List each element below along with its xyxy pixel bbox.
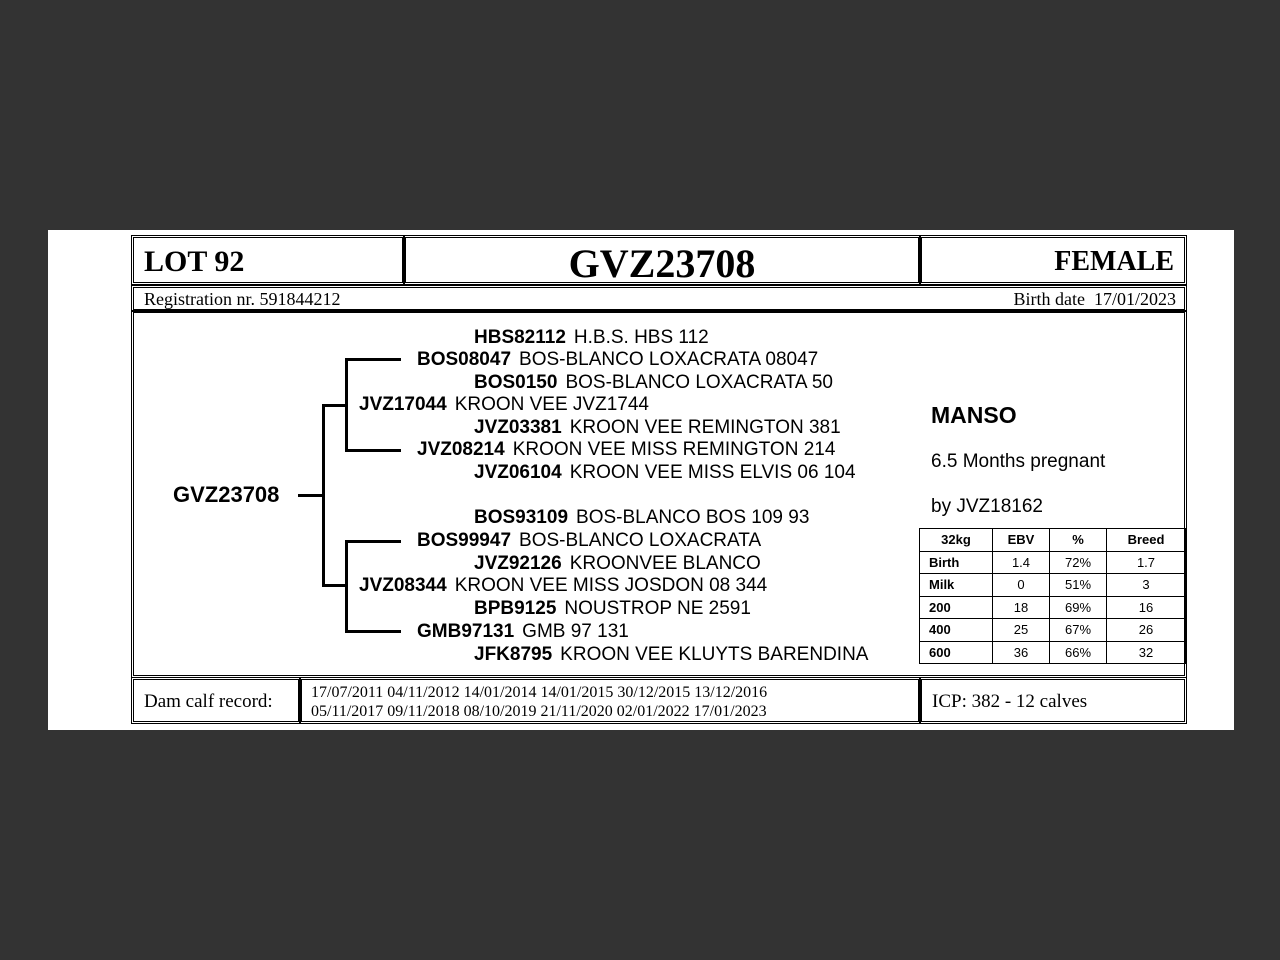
pedigree-dam: JVZ08344 KROON VEE MISS JOSDON 08 344 xyxy=(359,575,768,596)
pregnancy-status: 6.5 Months pregnant xyxy=(931,451,1106,472)
pedigree-dam-sire: BOS99947 BOS-BLANCO LOXACRATA xyxy=(417,530,762,551)
registration-value: 591844212 xyxy=(259,289,341,309)
ebv-header-cell: Breed xyxy=(1107,529,1186,552)
ebv-row-label: 200 xyxy=(920,596,993,619)
ebv-cell: 0 xyxy=(993,574,1050,597)
animal-id-box xyxy=(403,235,921,285)
calf-record-label-box xyxy=(131,677,301,724)
ebv-header-cell: 32kg xyxy=(920,529,993,552)
pedigree-animal: GVZ23708 xyxy=(173,482,280,507)
ebv-row-label: Birth xyxy=(920,551,993,574)
registration-number xyxy=(144,289,341,310)
pedigree-line xyxy=(345,540,348,633)
ebv-cell: 18 xyxy=(993,596,1050,619)
table-row xyxy=(920,641,1186,664)
ebv-cell: 72% xyxy=(1050,551,1107,574)
pedigree-sire-sire-dam: BOS0150 BOS-BLANCO LOXACRATA 50 xyxy=(474,372,833,393)
pedigree-line xyxy=(345,358,348,452)
animal-id: GVZ23708 xyxy=(568,241,756,286)
pedigree-sire: JVZ17044 KROON VEE JVZ1744 xyxy=(359,394,649,415)
ebv-cell: 16 xyxy=(1107,596,1186,619)
table-row xyxy=(920,619,1186,642)
ebv-cell: 36 xyxy=(993,641,1050,664)
pedigree-sire-dam-sire: JVZ03381 KROON VEE REMINGTON 381 xyxy=(474,417,841,438)
pedigree-sire-sire-sire: HBS82112 H.B.S. HBS 112 xyxy=(474,327,709,348)
calf-record-label: Dam calf record: xyxy=(144,691,273,712)
ebv-row-label: Milk xyxy=(920,574,993,597)
registration-label: Registration nr. xyxy=(144,289,255,309)
birth-date xyxy=(1014,289,1177,310)
calf-record-line-2: 05/11/2017 09/11/2018 08/10/2019 21/11/2020 02/01/2022 17/01/2023 xyxy=(311,703,767,720)
pedigree-line xyxy=(345,449,401,452)
pedigree-dam-dam-sire: BPB9125 NOUSTROP NE 2591 xyxy=(474,598,751,619)
pedigree-dam-sire-sire: BOS93109 BOS-BLANCO BOS 109 93 xyxy=(474,507,810,528)
pedigree-line xyxy=(322,404,325,587)
ebv-cell: 69% xyxy=(1050,596,1107,619)
ebv-row-label: 600 xyxy=(920,641,993,664)
pedigree-line xyxy=(298,494,322,497)
pedigree-line xyxy=(345,630,401,633)
birth-date-value: 17/01/2023 xyxy=(1093,289,1176,309)
calf-record-line-1: 17/07/2011 04/11/2012 14/01/2014 14/01/2015 30/12/2015 13/12/2016 xyxy=(311,684,768,701)
ebv-cell: 25 xyxy=(993,619,1050,642)
table-row xyxy=(920,551,1186,574)
registration-row xyxy=(131,285,1187,312)
breed-name: MANSO xyxy=(931,402,1017,428)
table-row xyxy=(920,574,1186,597)
lot-number: LOT 92 xyxy=(144,245,245,278)
pedigree-line xyxy=(345,540,401,543)
pregnant-by: by JVZ18162 xyxy=(931,496,1043,517)
pedigree-sire-dam: JVZ08214 KROON VEE MISS REMINGTON 214 xyxy=(417,439,836,460)
lot-card xyxy=(48,230,1234,730)
pedigree-dam-dam-dam: JFK8795 KROON VEE KLUYTS BARENDINA xyxy=(474,644,869,665)
ebv-header-cell: EBV xyxy=(993,529,1050,552)
ebv-table xyxy=(919,528,1186,664)
pedigree-sire-dam-dam: JVZ06104 KROON VEE MISS ELVIS 06 104 xyxy=(474,462,856,483)
ebv-cell: 1.4 xyxy=(993,551,1050,574)
pedigree-line xyxy=(345,358,401,361)
ebv-cell: 66% xyxy=(1050,641,1107,664)
pedigree-dam-dam: GMB97131 GMB 97 131 xyxy=(417,621,629,642)
ebv-cell: 67% xyxy=(1050,619,1107,642)
icp-box xyxy=(919,677,1187,724)
pedigree-line xyxy=(322,584,346,587)
sex-box xyxy=(919,235,1187,285)
calf-record-dates-box xyxy=(299,677,921,724)
lot-box xyxy=(131,235,405,285)
ebv-cell: 1.7 xyxy=(1107,551,1186,574)
ebv-cell: 26 xyxy=(1107,619,1186,642)
sex: FEMALE xyxy=(1054,246,1174,277)
ebv-header-cell: % xyxy=(1050,529,1107,552)
pedigree-line xyxy=(322,404,346,407)
pedigree-sire-sire: BOS08047 BOS-BLANCO LOXACRATA 08047 xyxy=(417,349,819,370)
ebv-cell: 51% xyxy=(1050,574,1107,597)
icp-summary: ICP: 382 - 12 calves xyxy=(932,691,1088,712)
table-row xyxy=(920,596,1186,619)
ebv-cell: 3 xyxy=(1107,574,1186,597)
birth-date-label: Birth date xyxy=(1013,289,1085,309)
ebv-cell: 32 xyxy=(1107,641,1186,664)
ebv-header-row xyxy=(920,529,1186,552)
pedigree-dam-sire-dam: JVZ92126 KROONVEE BLANCO xyxy=(474,553,761,574)
ebv-row-label: 400 xyxy=(920,619,993,642)
